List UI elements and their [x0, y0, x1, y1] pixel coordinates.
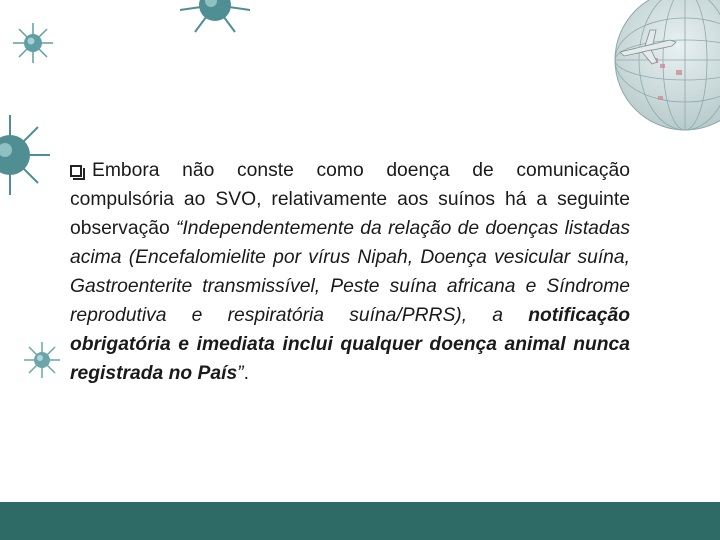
- intro-text: Embora não conste como doença de comunicação compulsória ao SVO, relativamente aos suínos há a seguinte observação: [70, 160, 630, 239]
- square-bullet-icon: [70, 165, 82, 177]
- body-paragraph: [70, 156, 630, 388]
- globe-icon: [590, 0, 720, 140]
- virus-icon: [170, 0, 260, 40]
- virus-icon: [22, 340, 62, 380]
- quote-text: “Independentemente da relação de doenças listadas acima (Encefalomielite por vírus Nipah, Doença vesicular suína, Gastroenterite transmissível, Peste suína africana e Síndrome reprodutiva e respiratória suína/PRRS), a: [70, 218, 630, 326]
- virus-icon: [10, 20, 56, 66]
- emphasis-text: notificação obrigatória e imediata inclui qualquer doença animal nunca registrada no País: [70, 305, 630, 384]
- closing-quote: ”: [237, 363, 244, 384]
- period: .: [243, 363, 249, 384]
- footer-bar: [0, 502, 720, 540]
- virus-icon: [0, 110, 55, 200]
